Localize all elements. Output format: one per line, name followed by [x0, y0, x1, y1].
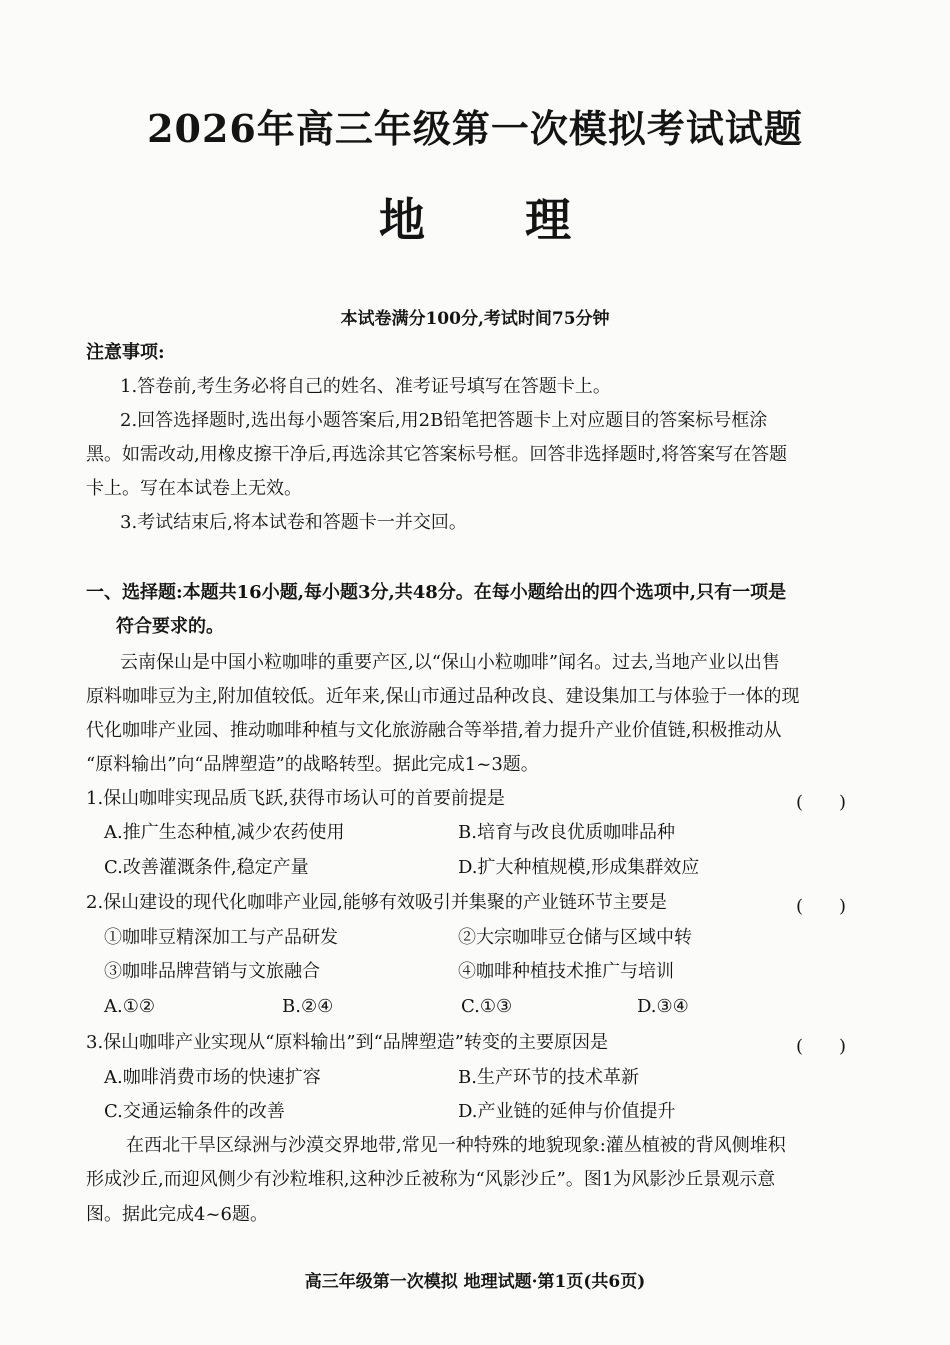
notice-heading: 注意事项: [86, 342, 165, 363]
subject-char-2: 理 [525, 193, 571, 247]
q3-option-c: C.交通运输条件的改善 [104, 1101, 285, 1122]
q3-option-b: B.生产环节的技术革新 [458, 1067, 639, 1088]
q2-option-d: D.③④ [637, 996, 689, 1017]
q1-stem: 1.保山咖啡实现品质飞跃,获得市场认可的首要前提是 [86, 788, 505, 809]
q1-option-a: A.推广生态种植,减少农药使用 [104, 822, 345, 843]
subject-char-1: 地 [379, 193, 425, 247]
notice-item-2-line-2: 黑。如需改动,用橡皮擦干净后,再选涂其它答案标号框。回答非选择题时,将答案写在答题 [86, 444, 788, 465]
q1-option-c: C.改善灌溉条件,稳定产量 [104, 857, 309, 878]
exam-title: 2026年高三年级第一次模拟考试试题 [147, 106, 803, 151]
passage1-line-1: 云南保山是中国小粒咖啡的重要产区,以“保山小粒咖啡”闻名。过去,当地产业以出售 [120, 652, 780, 673]
q2-statement-1: ①咖啡豆精深加工与产品研发 [104, 927, 338, 948]
notice-item-1: 1.答卷前,考生务必将自己的姓名、准考证号填写在答题卡上。 [120, 376, 611, 397]
page-footer: 高三年级第一次模拟 地理试题·第1页(共6页) [304, 1272, 646, 1292]
section1-heading-line-1: 一、选择题:本题共16小题,每小题3分,共48分。在每小题给出的四个选项中,只有一项是 [86, 582, 787, 603]
q2-answer-paren: ( ) [796, 896, 847, 917]
section1-heading-line-2: 符合要求的。 [116, 616, 224, 637]
q2-option-a: A.①② [104, 996, 155, 1017]
subject-title [0, 184, 950, 250]
q2-statement-4: ④咖啡种植技术推广与培训 [458, 961, 674, 982]
q3-stem: 3.保山咖啡产业实现从“原料输出”到“品牌塑造”转变的主要原因是 [86, 1032, 608, 1053]
q1-answer-paren: ( ) [796, 792, 847, 813]
q3-option-d: D.产业链的延伸与价值提升 [458, 1101, 676, 1122]
passage1-line-4: “原料输出”向“品牌塑造”的战略转型。据此完成1~3题。 [86, 754, 539, 775]
q2-stem: 2.保山建设的现代化咖啡产业园,能够有效吸引并集聚的产业链环节主要是 [86, 892, 667, 913]
q2-option-b: B.②④ [282, 996, 334, 1017]
passage2-line-1: 在西北干旱区绿洲与沙漠交界地带,常见一种特殊的地貌现象:灌丛植被的背风侧堆积 [126, 1135, 786, 1156]
passage2-line-3: 图。据此完成4~6题。 [86, 1204, 268, 1225]
passage2-line-2: 形成沙丘,而迎风侧少有沙粒堆积,这种沙丘被称为“风影沙丘”。图1为风影沙丘景观示意 [86, 1169, 776, 1190]
passage1-line-3: 代化咖啡产业园、推动咖啡种植与文化旅游融合等举措,着力提升产业价值链,积极推动从 [86, 720, 782, 741]
q2-statement-2: ②大宗咖啡豆仓储与区域中转 [458, 927, 692, 948]
q2-statement-3: ③咖啡品牌营销与文旅融合 [104, 961, 320, 982]
q2-option-c: C.①③ [461, 996, 513, 1017]
q1-option-d: D.扩大种植规模,形成集群效应 [458, 857, 700, 878]
q1-option-b: B.培育与改良优质咖啡品种 [458, 822, 675, 843]
q3-answer-paren: ( ) [796, 1036, 847, 1057]
exam-info: 本试卷满分100分,考试时间75分钟 [340, 309, 610, 329]
notice-item-2-line-1: 2.回答选择题时,选出每小题答案后,用2B铅笔把答题卡上对应题目的答案标号框涂 [120, 410, 768, 431]
passage1-line-2: 原料咖啡豆为主,附加值较低。近年来,保山市通过品种改良、建设集加工与体验于一体的现 [86, 686, 800, 707]
notice-item-2-line-3: 卡上。写在本试卷上无效。 [86, 478, 302, 499]
q3-option-a: A.咖啡消费市场的快速扩容 [104, 1067, 321, 1088]
notice-item-3: 3.考试结束后,将本试卷和答题卡一并交回。 [120, 512, 467, 533]
